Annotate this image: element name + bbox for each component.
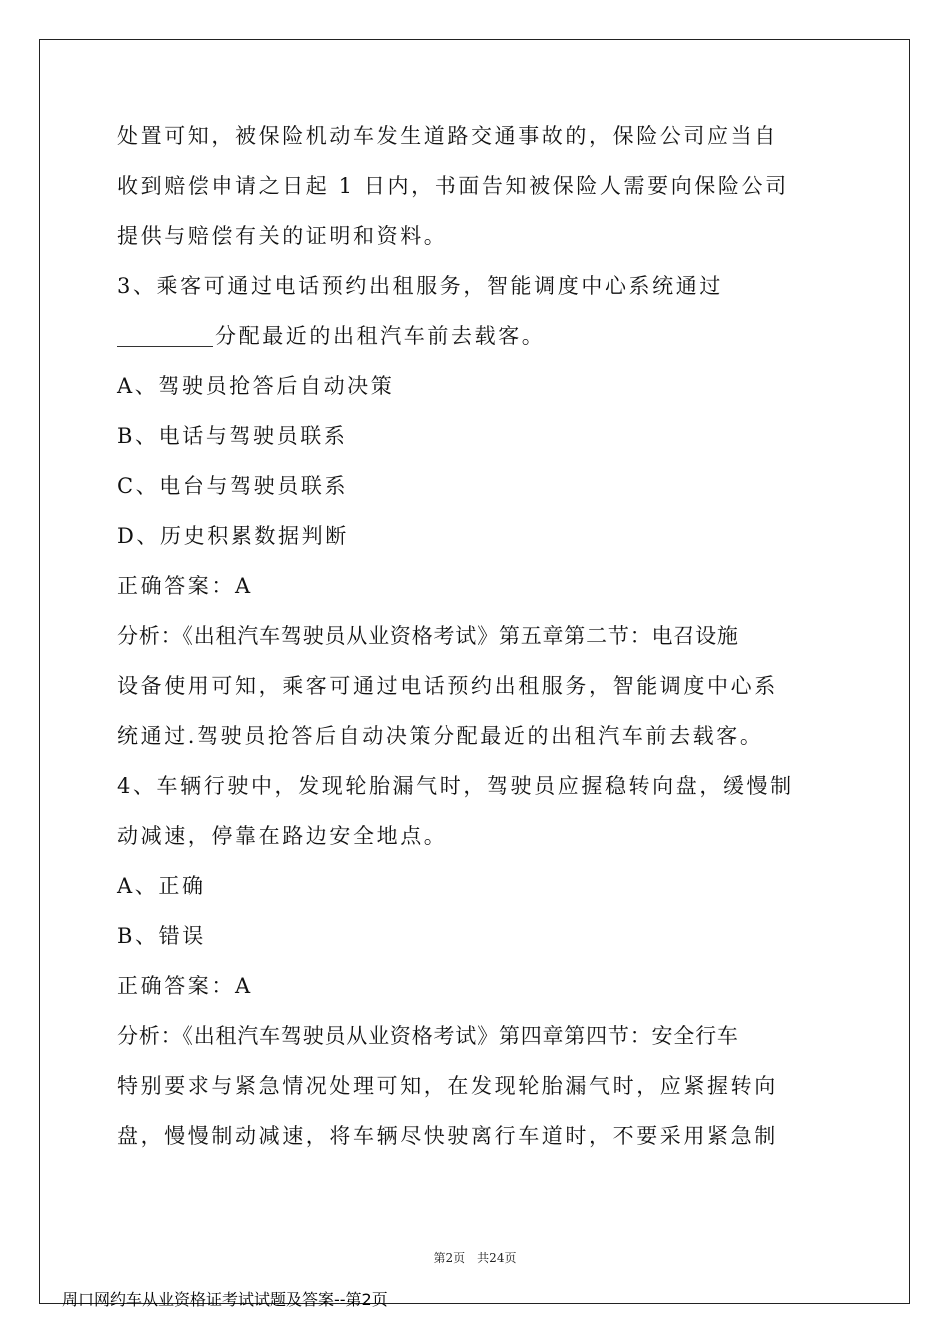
question-3-stem-tail: 分配最近的出租汽车前去载客。: [215, 324, 546, 348]
text-line: 提供与赔偿有关的证明和资料。: [117, 224, 448, 248]
analysis-line: 分析：《出租汽车驾驶员从业资格考试》第四章第四节：安全行车: [117, 1024, 739, 1048]
correct-answer: 正确答案：A: [117, 574, 253, 598]
option-c: C、电台与驾驶员联系: [117, 474, 349, 498]
question-3-stem-continued: [117, 311, 837, 361]
option-b: B、电话与驾驶员联系: [117, 424, 348, 448]
analysis-line: 盘，慢慢制动减速，将车辆尽快驶离行车道时，不要采用紧急制: [117, 1124, 778, 1148]
option-a: A、驾驶员抢答后自动决策: [117, 374, 395, 398]
question-4-stem: 4、车辆行驶中，发现轮胎漏气时，驾驶员应握稳转向盘，缓慢制: [117, 774, 794, 798]
analysis-line: 分析：《出租汽车驾驶员从业资格考试》第五章第二节：电召设施: [117, 624, 739, 648]
option-a: A、正确: [117, 874, 206, 898]
question-4-stem-continued: 动减速，停靠在路边安全地点。: [117, 824, 448, 848]
analysis-line: 特别要求与紧急情况处理可知，在发现轮胎漏气时，应紧握转向: [117, 1074, 778, 1098]
question-3-stem: 3、乘客可通过电话预约出租服务，智能调度中心系统通过: [117, 274, 723, 298]
text-line: 收到赔偿申请之日起 1 日内，书面告知被保险人需要向保险公司: [117, 174, 789, 198]
document-body: [117, 111, 837, 1161]
correct-answer: 正确答案：A: [117, 974, 253, 998]
fill-in-blank: [117, 316, 213, 347]
footer-title: 周口网约车从业资格证考试试题及答案--第2页: [62, 1290, 388, 1309]
analysis-line: 统通过.驾驶员抢答后自动决策分配最近的出租汽车前去载客。: [117, 724, 764, 748]
page-number: 第2页 共24页: [433, 1251, 517, 1265]
text-line: 处置可知，被保险机动车发生道路交通事故的，保险公司应当自: [117, 124, 778, 148]
analysis-line: 设备使用可知，乘客可通过电话预约出租服务，智能调度中心系: [117, 674, 778, 698]
option-b: B、错误: [117, 924, 206, 948]
option-d: D、历史积累数据判断: [117, 524, 349, 548]
